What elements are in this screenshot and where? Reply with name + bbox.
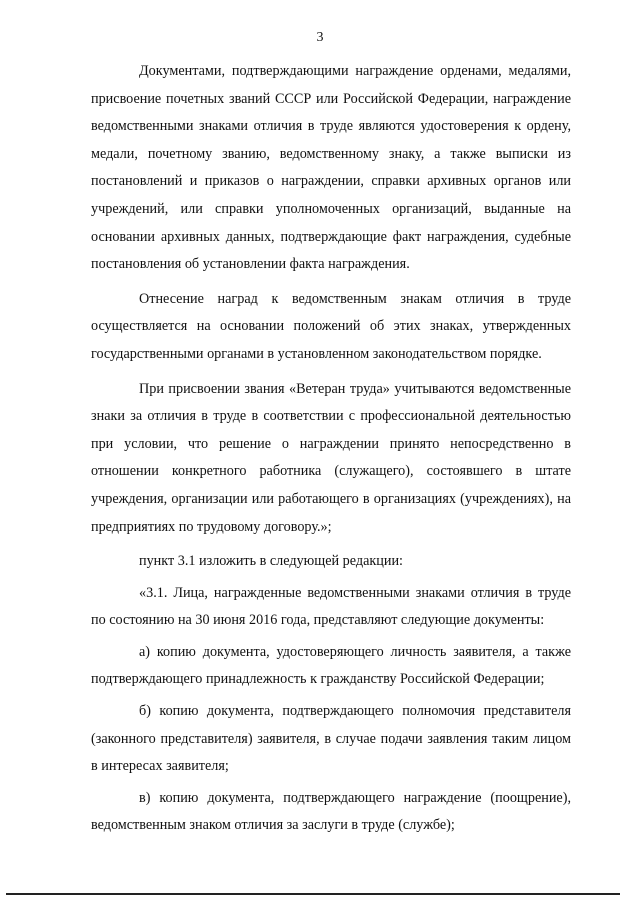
paragraph-award-classification: Отнесение наград к ведомственным знакам отличия в труде осуществляется на основании положений об этих знаках, утвержденных государственными органами в установленном законодательством порядке. — [91, 290, 571, 362]
paragraph-award-documents: Документами, подтверждающими награждение орденами, медалями, присвоение почетных званий СССР или Российской Федерации, награждение ведомственными знаками отличия в труде являются удостоверения к ордену, медали, почетному званию, ведомственному знаку, а также выписки из постановлений и приказов о награждении, справки архивных органов или учреждений, или справки уполномоченных организаций, выданные на основании архивных данных, подтверждающие факт награждения, судебные постановления об установлении факта награждения. — [91, 63, 571, 273]
list-item-c: в) копию документа, подтверждающего награждение (поощрение), ведомственным знаком отличия за заслуги в труде (службе); — [91, 789, 571, 834]
paragraph-amendment-instruction: пункт 3.1 изложить в следующей редакции: — [139, 553, 403, 570]
paragraph-clause-3-1: «3.1. Лица, награжденные ведомственными знаками отличия в труде по состоянию на 30 июня 2016 года, представляют следующие документы: — [91, 584, 571, 629]
page-number: 3 — [316, 30, 324, 45]
document-body — [91, 58, 571, 844]
list-item-b: б) копию документа, подтверждающего полномочия представителя (законного представителя) заявителя, в случае подачи заявления таким лицом в интересах заявителя; — [91, 703, 571, 775]
paragraph-veteran-title: При присвоении звания «Ветеран труда» учитываются ведомственные знаки за отличия в труде в соответствии с профессиональной деятельностью при условии, что решение о награждении принято непосредственно в отношении конкретного работника (служащего), состоявшего в штате учреждения, организации или работающего в организациях (учреждениях), на предприятиях по трудовому договору.»; — [91, 380, 571, 535]
footer-divider — [6, 893, 620, 895]
list-item-a: а) копию документа, удостоверяющего личность заявителя, а также подтверждающего принадлежность к гражданству Российской Федерации; — [91, 643, 571, 688]
